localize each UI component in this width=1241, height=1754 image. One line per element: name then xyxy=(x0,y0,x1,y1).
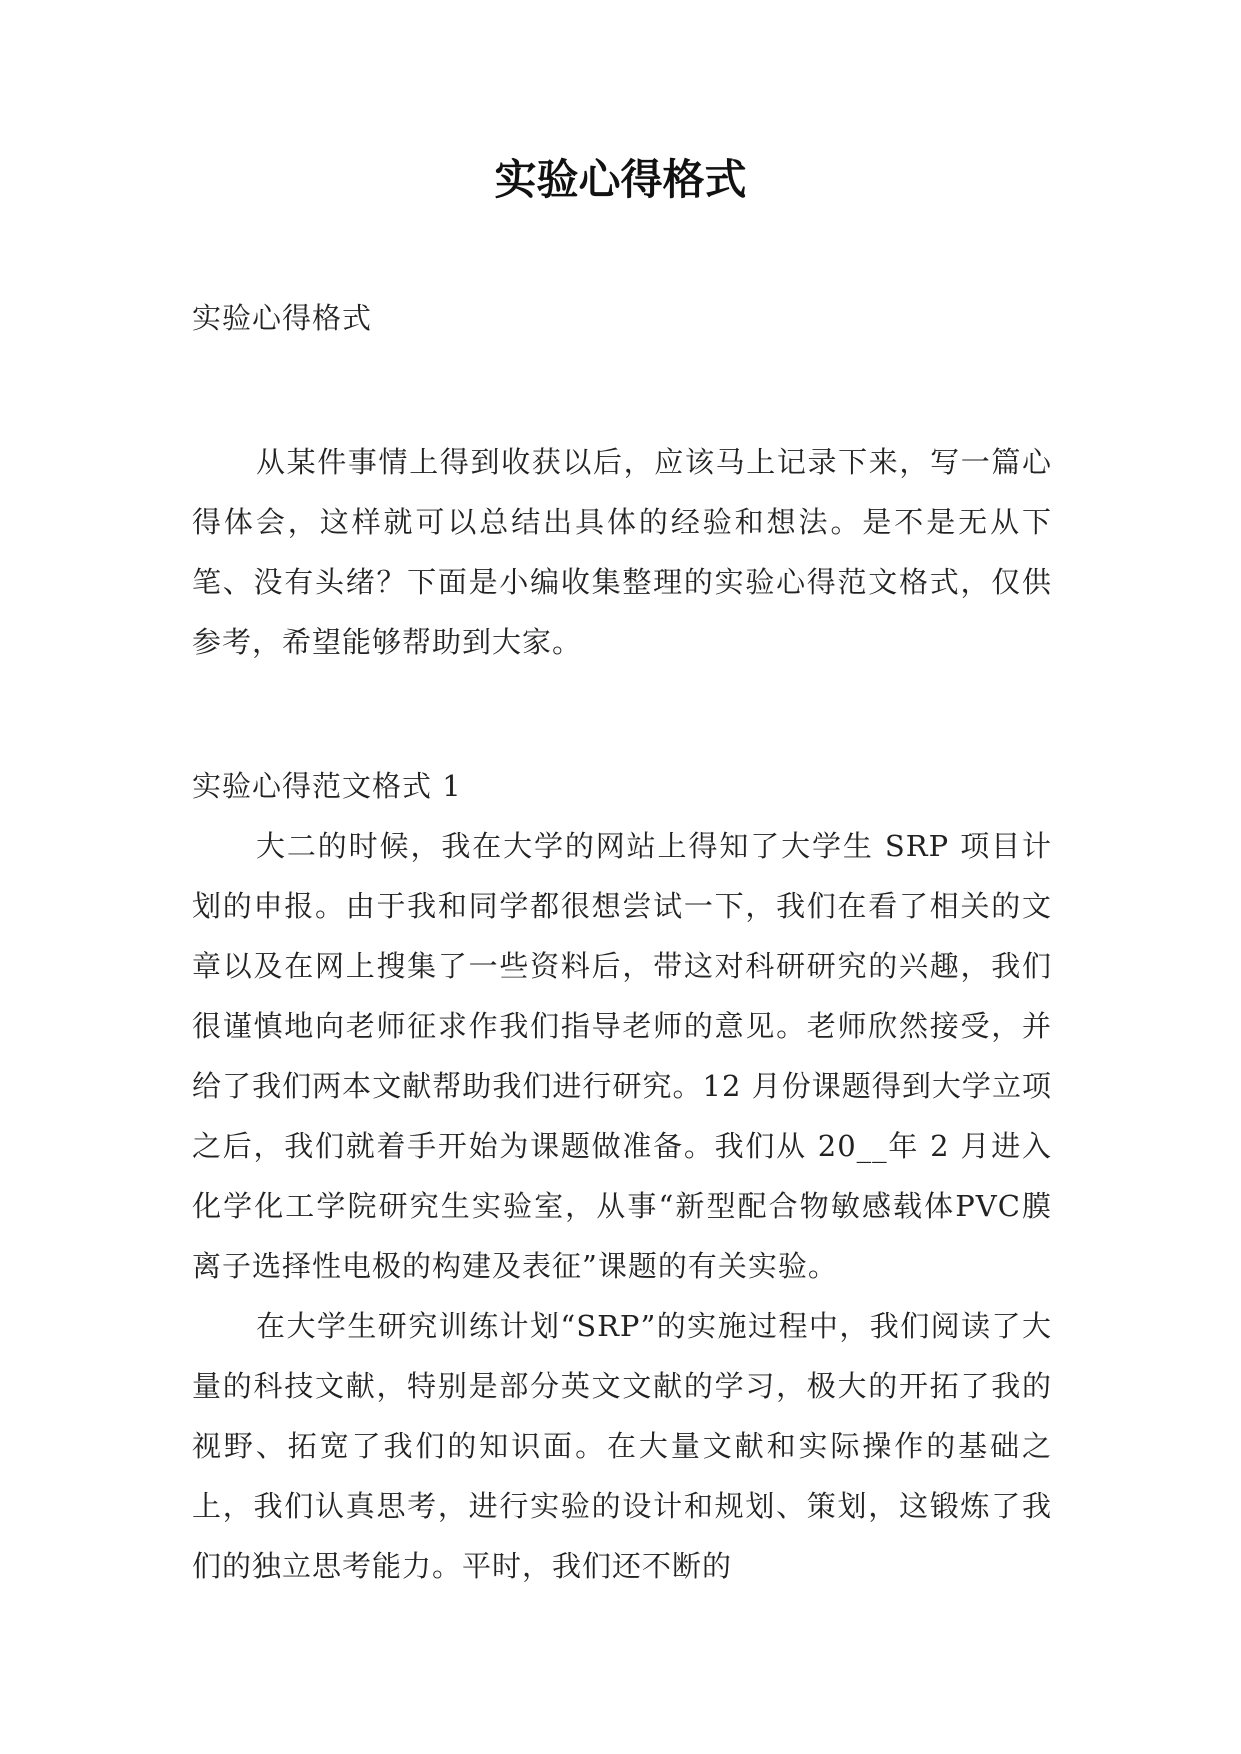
body-paragraph: 在大学生研究训练计划“SRP”的实施过程中，我们阅读了大量的科技文献，特别是部分英文文献的学习，极大的开拓了我的视野、拓宽了我们的知识面。在大量文献和实际操作的基础之上，我们认真思考，进行实验的设计和规划、策划，这锻炼了我们的独立思考能力。平时，我们还不断的 xyxy=(192,1309,1052,1583)
document-body xyxy=(192,288,1052,1596)
section-heading: 实验心得范文格式 1 xyxy=(192,769,462,803)
body-paragraph: 大二的时候，我在大学的网站上得知了大学生 SRP 项目计划的申报。由于我和同学都很想尝试一下，我们在看了相关的文章以及在网上搜集了一些资料后，带这对科研研究的兴趣，我们很谨慎地向老师征求作我们指导老师的意见。老师欣然接受，并给了我们两本文献帮助我们进行研究。12 月份课题得到大学立项之后，我们就着手开始为课题做准备。我们从 20__年 2 月进入化学化工学院研究生实验室，从事“新型配合物敏感载体PVC膜离子选择性电极的构建及表征”课题的有关实验。 xyxy=(192,829,1052,1283)
document-subtitle: 实验心得格式 xyxy=(192,301,373,335)
document-title: 实验心得格式 xyxy=(494,155,747,204)
intro-paragraph: 从某件事情上得到收获以后，应该马上记录下来，写一篇心得体会，这样就可以总结出具体的经验和想法。是不是无从下笔、没有头绪？下面是小编收集整理的实验心得范文格式，仅供参考，希望能够帮助到大家。 xyxy=(192,445,1052,659)
